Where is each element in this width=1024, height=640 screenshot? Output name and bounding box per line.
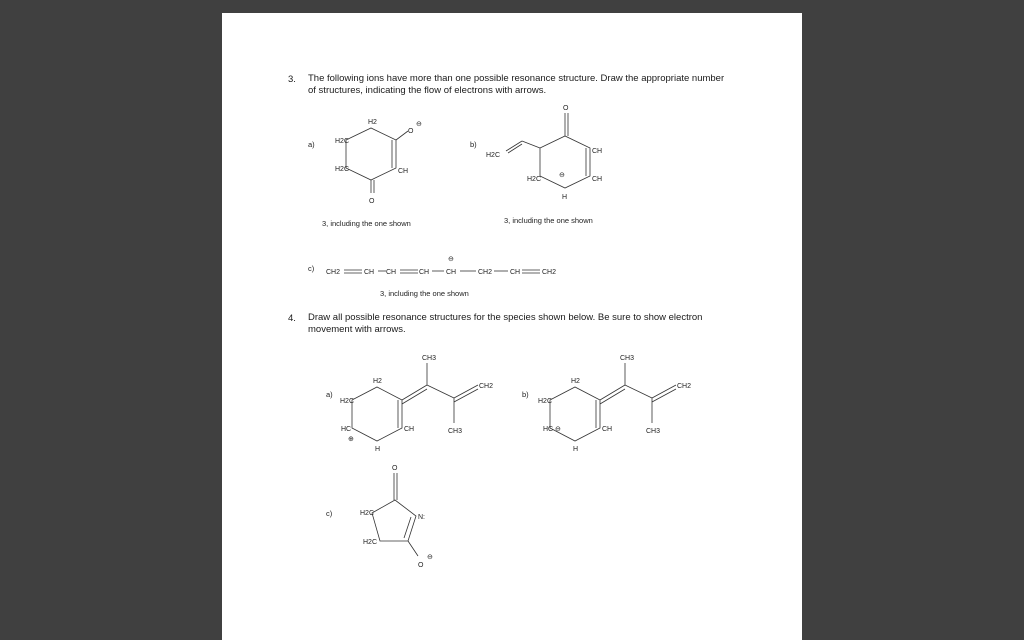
q4c-atom-n: N:	[418, 514, 425, 521]
q3b-minus-icon: ⊖	[559, 172, 565, 179]
q3a-atom-h2c-top: H2C	[335, 138, 350, 145]
q4a-atom-h2c: H2C	[340, 398, 355, 405]
q4a-atom-h2: H2	[373, 378, 382, 385]
q3c-atom-ch-5: CH	[510, 269, 521, 276]
q3b-atom-h2c-ring: H2C	[527, 176, 542, 183]
q4c-atom-h2c-top: H2C	[360, 510, 375, 517]
q4b-atom-hc: HC	[543, 426, 554, 433]
q3a-label: a)	[308, 140, 315, 149]
q4b-atom-ch2: CH2	[677, 383, 692, 390]
q3a-atom-o-bottom: O	[369, 198, 375, 205]
structures-drawing	[222, 13, 802, 640]
q4c-atom-o-bottom: O	[418, 562, 424, 569]
q3b-atom-h2c-vinyl: H2C	[486, 152, 501, 159]
q3a-atom-h2c-bottom: H2C	[335, 166, 350, 173]
q3b-atom-h: H	[562, 194, 568, 201]
q4a-label: a)	[326, 390, 333, 399]
q3b-atom-ch-top: CH	[592, 148, 603, 155]
q4-number: 4.	[288, 313, 296, 324]
q3b-label: b)	[470, 140, 477, 149]
q4a-atom-ch3-top: CH3	[422, 355, 437, 362]
q3a-minus-icon: ⊖	[416, 121, 422, 128]
q3c-atom-ch-2: CH	[386, 269, 397, 276]
q4c-minus-icon: ⊖	[427, 554, 433, 561]
q4a-atom-ch: CH	[404, 426, 415, 433]
q4a-atom-ch3-bottom: CH3	[448, 428, 463, 435]
q3a-atom-ch: CH	[398, 168, 409, 175]
q3c-atom-ch2-mid: CH2	[478, 269, 493, 276]
q4b-atom-h: H	[573, 446, 579, 453]
q4b-label: b)	[522, 390, 529, 399]
q4a-atom-ch2: CH2	[479, 383, 494, 390]
q3a-atom-o-top: O	[408, 128, 414, 135]
q3a-atom-h2: H2	[368, 119, 377, 126]
q3-number: 3.	[288, 74, 296, 85]
q3c-answer: 3, including the one shown	[380, 289, 469, 298]
q4a-plus-icon: ⊕	[348, 436, 354, 443]
q3c-atom-ch-1: CH	[364, 269, 375, 276]
q3b-atom-ch-bottom: CH	[592, 176, 603, 183]
q3b-answer: 3, including the one shown	[504, 216, 593, 225]
q4a-atom-hc: HC	[341, 426, 352, 433]
q3-text-line1: The following ions have more than one possible resonance structure. Draw the appropriate number	[308, 73, 725, 84]
q3c-minus-icon: ⊖	[448, 256, 454, 263]
q4a-atom-h: H	[375, 446, 381, 453]
q3-text-line2: of structures, indicating the flow of electrons with arrows.	[308, 85, 547, 96]
q4-text-line1: Draw all possible resonance structures for the species shown below. Be sure to show electron	[308, 312, 703, 323]
q3a-answer: 3, including the one shown	[322, 219, 411, 228]
q4c-atom-h2c-bottom: H2C	[363, 539, 378, 546]
q4b-atom-ch3-bottom: CH3	[646, 428, 661, 435]
q3c-atom-ch2-left: CH2	[326, 269, 341, 276]
q4b-atom-h2: H2	[571, 378, 580, 385]
q3c-atom-ch2-right: CH2	[542, 269, 557, 276]
q4b-atom-ch: CH	[602, 426, 613, 433]
q3b-atom-o: O	[563, 105, 569, 112]
q4c-atom-o-top: O	[392, 465, 398, 472]
q3c-atom-ch-4: CH	[446, 269, 457, 276]
q4b-atom-h2c: H2C	[538, 398, 553, 405]
q4-text-line2: movement with arrows.	[308, 324, 406, 335]
q3c-atom-ch-3: CH	[419, 269, 430, 276]
q4b-atom-ch3-top: CH3	[620, 355, 635, 362]
q4c-label: c)	[326, 509, 333, 518]
q4b-minus-icon: ⊖	[555, 426, 561, 433]
q3c-label: c)	[308, 264, 315, 273]
document-page	[222, 13, 802, 640]
